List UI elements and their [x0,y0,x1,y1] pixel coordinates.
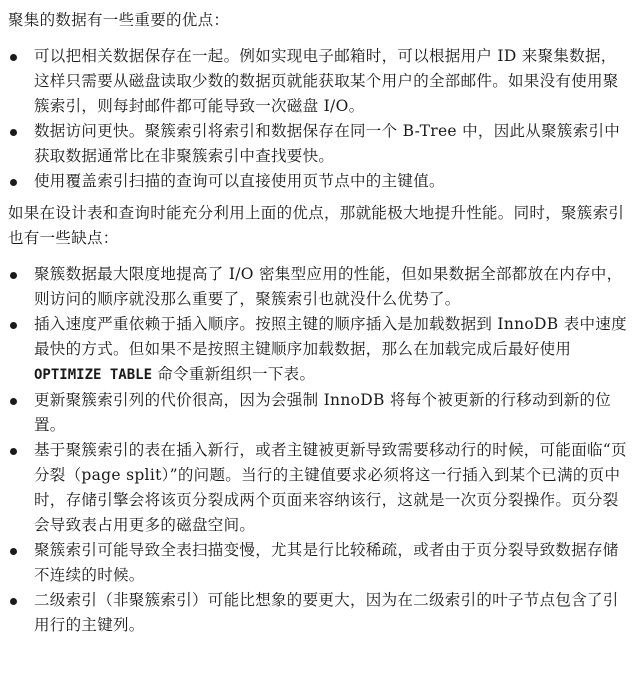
intro-paragraph: 聚集的数据有一些重要的优点： [8,11,230,29]
inline-code: OPTIMIZE TABLE [34,367,153,383]
bullet-icon [10,129,17,136]
list-item [8,44,630,119]
disadvantage-text: 聚簇数据最大限度地提高了 I/O 密集型应用的性能，但如果数据全部都放在内存中，则访问的顺序就没那么重要了，聚簇索引也就没什么优势了。 [34,265,623,308]
disadvantages-list [8,262,630,638]
list-item [8,438,630,538]
bullet-icon [10,322,17,329]
list-item [8,538,630,588]
list-item [8,119,630,169]
disadvantage-text: 二级索引（非聚簇索引）可能比想象的要更大，因为在二级索引的叶子节点包含了引用行的主键列。 [34,591,619,634]
disadvantage-text-before: 插入速度严重依赖于插入顺序。按照主键的顺序插入是加载数据到 InnoDB 表中速度最快的方式。但如果不是按照主键顺序加载数据，那么在加载完成后最好使用 [34,315,627,358]
list-item [8,262,630,312]
list-item [8,388,630,438]
advantage-text: 数据访问更快。聚簇索引将索引和数据保存在同一个 B-Tree 中，因此从聚簇索引中获取数据通常比在非聚簇索引中查找要快。 [34,122,621,165]
bullet-icon [10,54,17,61]
advantage-text: 使用覆盖索引扫描的查询可以直接使用页节点中的主键值。 [34,172,445,190]
bullet-icon [10,448,17,455]
list-item [8,169,630,194]
disadvantage-text: 基于聚簇索引的表在插入新行，或者主键被更新导致需要移动行的时候，可能面临“页分裂（page split）”的问题。当行的主键值要求必须将这一行插入到某个已满的页中时，存储引擎会将该页分裂成两个页面来容纳该行，这就是一次页分裂操作。页分裂会导致表占用更多的磁盘空间。 [34,441,627,534]
bullet-icon [10,179,17,186]
bullet-icon [10,398,17,405]
bullet-icon [10,548,17,555]
bullet-icon [10,272,17,279]
transition-paragraph: 如果在设计表和查询时能充分利用上面的优点，那就能极大地提升性能。同时，聚簇索引也有一些缺点： [8,204,625,247]
list-item [8,588,630,638]
bullet-icon [10,598,17,605]
advantages-list [8,44,630,194]
list-item [8,312,630,388]
disadvantage-text-after: 命令重新组织一下表。 [152,365,316,383]
advantage-text: 可以把相关数据保存在一起。例如实现电子邮箱时，可以根据用户 ID 来聚集数据，这样只需要从磁盘读取少数的数据页就能获取某个用户的全部邮件。如果没有使用聚簇索引，则每封邮件都可能导致一次磁盘 I/O。 [34,47,619,115]
disadvantage-text: 更新聚簇索引列的代价很高，因为会强制 InnoDB 将每个被更新的行移动到新的位置。 [34,391,612,434]
disadvantage-text: 聚簇索引可能导致全表扫描变慢，尤其是行比较稀疏，或者由于页分裂导致数据存储不连续的时候。 [34,541,619,584]
